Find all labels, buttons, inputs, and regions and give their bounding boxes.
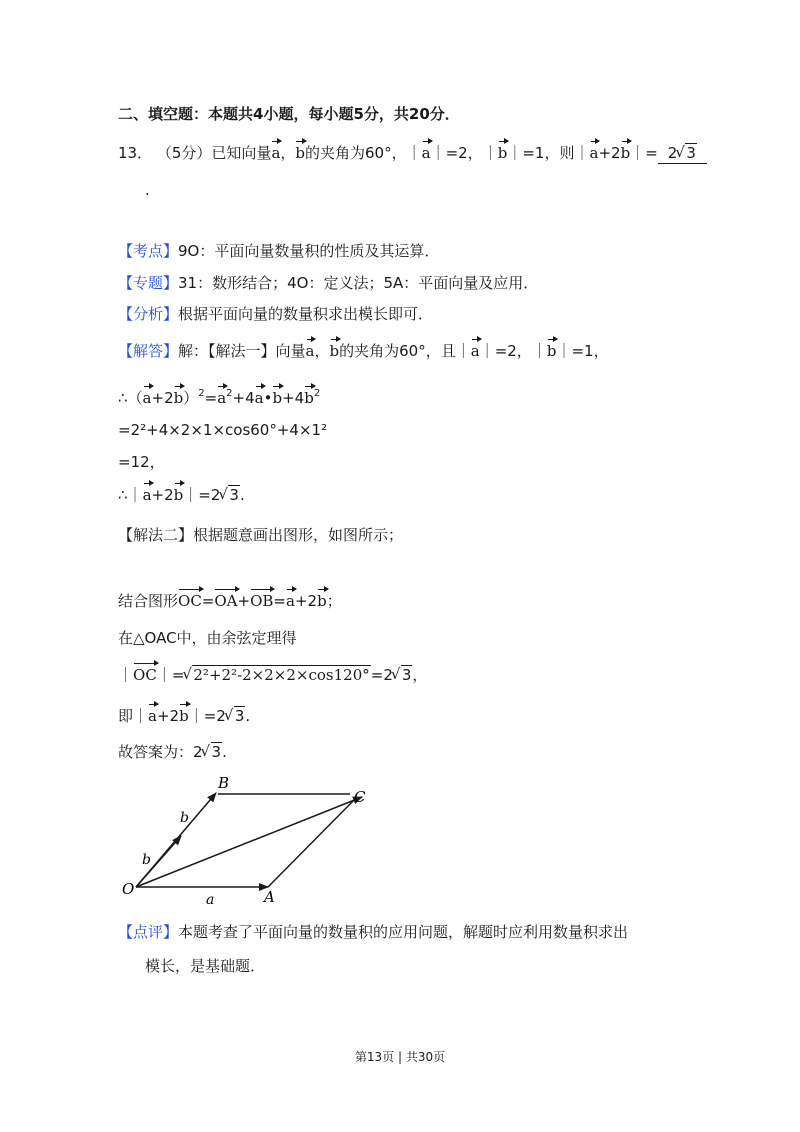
parallelogram-figure [118, 772, 378, 912]
question-text-2: 的夹角为60°， [305, 144, 407, 162]
step1-prefix: ∴（ [118, 389, 143, 407]
plus-two: +2 [151, 486, 174, 504]
label-b: B [218, 774, 230, 792]
sqrt-symbol [184, 665, 370, 685]
vector-b: b [179, 707, 189, 725]
vector-a: a [421, 144, 431, 162]
answer-coef: 2 [667, 144, 678, 162]
sqrt-symbol [203, 742, 223, 762]
zhuanti-tag: 【专题】 [118, 274, 179, 292]
cosine-root: 3 [401, 666, 412, 684]
label-a: A [264, 888, 275, 906]
step1-plus4b: +4 [282, 389, 305, 407]
kaodian-line [118, 241, 439, 261]
answer-end: . [222, 743, 227, 761]
step-1 [118, 384, 320, 408]
vector-a: a [217, 389, 227, 407]
vector-a: a [142, 486, 152, 504]
dianping-text-1: 本题考查了平面向量的数量积的应用问题，解题时应利用数量积求出 [178, 923, 629, 941]
combine-text: 结合图形 [118, 592, 179, 610]
vector-oc-line [136, 797, 362, 887]
vector-a: a [271, 144, 281, 162]
ji-end: . [245, 707, 251, 725]
sqrt-symbol [220, 485, 240, 505]
plus-two: +2 [598, 144, 621, 162]
dot-operator: • [263, 389, 273, 407]
vector-ob: OB [250, 592, 274, 610]
step1-mid: +2 [151, 389, 174, 407]
plus: + [237, 592, 251, 610]
zhuanti-text: 31：数形结合；4O：定义法；5A：平面向量及应用． [178, 274, 539, 292]
cosine-radicand: 2²+2²-2×2×2×cos120° [193, 666, 370, 684]
ji-line: 即｜a+2b｜=2√ 3. [118, 706, 250, 726]
step4-root: 3 [229, 486, 239, 504]
vector-b: b [295, 144, 306, 162]
answer-blank [658, 143, 707, 164]
sqrt-symbol [226, 706, 246, 726]
plus-two: +2 [156, 707, 180, 725]
vector-b: b [272, 389, 283, 407]
jieda-line: 【解答】解：【解法一】向量a，b的夹角为60°，且｜a｜=2，｜b｜=1， [118, 342, 609, 360]
kaodian-text: 9O：平面向量数量积的性质及其运算． [178, 242, 440, 260]
answer-text: 故答案为：2 [118, 743, 203, 761]
step4-prefix: ∴ [118, 486, 128, 504]
vector-b: b [173, 486, 184, 504]
question-points: （5分） [156, 144, 212, 162]
cosine-line: ｜OC｜=√ 2²+2²-2×2×2×cos120°=2√ 3， [118, 665, 427, 685]
section-title: 二、填空题：本题共4小题，每小题5分，共20分． [118, 105, 460, 123]
label-vector-b-upper: b [180, 810, 189, 826]
square-exponent: 2 [198, 388, 205, 399]
side-ac [268, 798, 356, 887]
page-footer: 第13页 | 共30页 [354, 1050, 446, 1064]
vector-oa: OA [214, 592, 238, 610]
dianping-tag: 【点评】 [118, 923, 179, 941]
cosine-end: ， [412, 666, 428, 684]
answer-root: 3 [686, 144, 696, 162]
zhuanti-line [118, 273, 538, 293]
question-text: 已知向量 [211, 144, 272, 162]
combine-line [118, 591, 342, 611]
dianping-line-1 [118, 922, 628, 942]
vector-b: b [620, 144, 631, 162]
square-exponent: 2 [313, 388, 321, 399]
equals: = [645, 144, 658, 162]
question-number: 13． [118, 144, 153, 162]
step-2: =2²+4×2×1×cos60°+4×1² [118, 421, 328, 439]
step1-plus4: +4 [232, 389, 255, 407]
jieda-val-a: =2， [494, 342, 532, 360]
vector-a: a [148, 707, 157, 725]
equals: = [273, 592, 286, 610]
vector-a: a [470, 342, 480, 360]
separator: ， [280, 144, 296, 162]
square-exponent: 2 [226, 388, 233, 399]
label-c: C [354, 788, 366, 806]
vector-a: a [254, 389, 264, 407]
jieda-text-2: 的夹角为60°，且 [339, 342, 456, 360]
fenxi-tag: 【分析】 [118, 305, 179, 323]
jieda-tag: 【解答】 [118, 342, 179, 360]
method-2: 【解法二】根据题意画出图形，如图所示； [118, 526, 404, 544]
cosine-eq: = [171, 666, 185, 684]
sqrt-symbol [393, 665, 413, 685]
step4-eq: =2 [198, 486, 221, 504]
dianping-line-2: 模长，是基础题． [145, 957, 266, 975]
step1-eq: = [204, 389, 218, 407]
vector-b: b [173, 389, 184, 407]
ji-eq: =2 [203, 707, 226, 725]
step4-end: . [239, 486, 245, 504]
answer-root: 3 [211, 743, 222, 761]
step-3: =12， [118, 453, 165, 471]
fenxi-line [118, 304, 433, 324]
jieda-val-b: =1， [571, 342, 609, 360]
label-vector-a: a [206, 892, 215, 908]
kaodian-tag: 【考点】 [118, 242, 179, 260]
step-4: ∴｜a+2b｜=2√ 3. [118, 485, 245, 505]
jieda-text-1: 解：【解法一】向量 [178, 342, 306, 360]
cosine-result: =2 [370, 666, 393, 684]
vector-b: b [546, 342, 557, 360]
magnitude-b-value: =1，则 [522, 144, 575, 162]
answer-line [118, 742, 227, 762]
vector-b: b [497, 144, 508, 162]
equals: = [201, 592, 215, 610]
vector-b: b [329, 342, 340, 360]
label-o: O [122, 880, 135, 898]
vector-oc: OC [178, 592, 202, 610]
vector-a: a [286, 592, 295, 610]
question-13: 13． （5分）已知向量a，b的夹角为60°，｜a｜=2，｜b｜=1，则｜a+2b｜= 2√ 3 [118, 143, 707, 164]
step1-post: ） [183, 389, 199, 407]
triangle-line: 在△OAC中，由余弦定理得 [118, 629, 297, 647]
vector-a: a [305, 342, 315, 360]
ji-prefix: 即 [118, 707, 134, 725]
vector-b: b [304, 389, 314, 407]
combine-end: ； [326, 592, 342, 610]
ji-root: 3 [234, 707, 245, 725]
vector-a: a [142, 389, 152, 407]
vector-b: b [317, 592, 327, 610]
vector-a: a [589, 144, 599, 162]
label-vector-b-lower: b [142, 852, 151, 868]
magnitude-a-value: =2， [445, 144, 483, 162]
sqrt-symbol [677, 143, 697, 163]
vector-oc: OC [133, 666, 157, 684]
plus-two: +2 [294, 592, 318, 610]
question-period: . [145, 181, 150, 199]
fenxi-text: 根据平面向量的数量积求出模长即可． [178, 305, 434, 323]
